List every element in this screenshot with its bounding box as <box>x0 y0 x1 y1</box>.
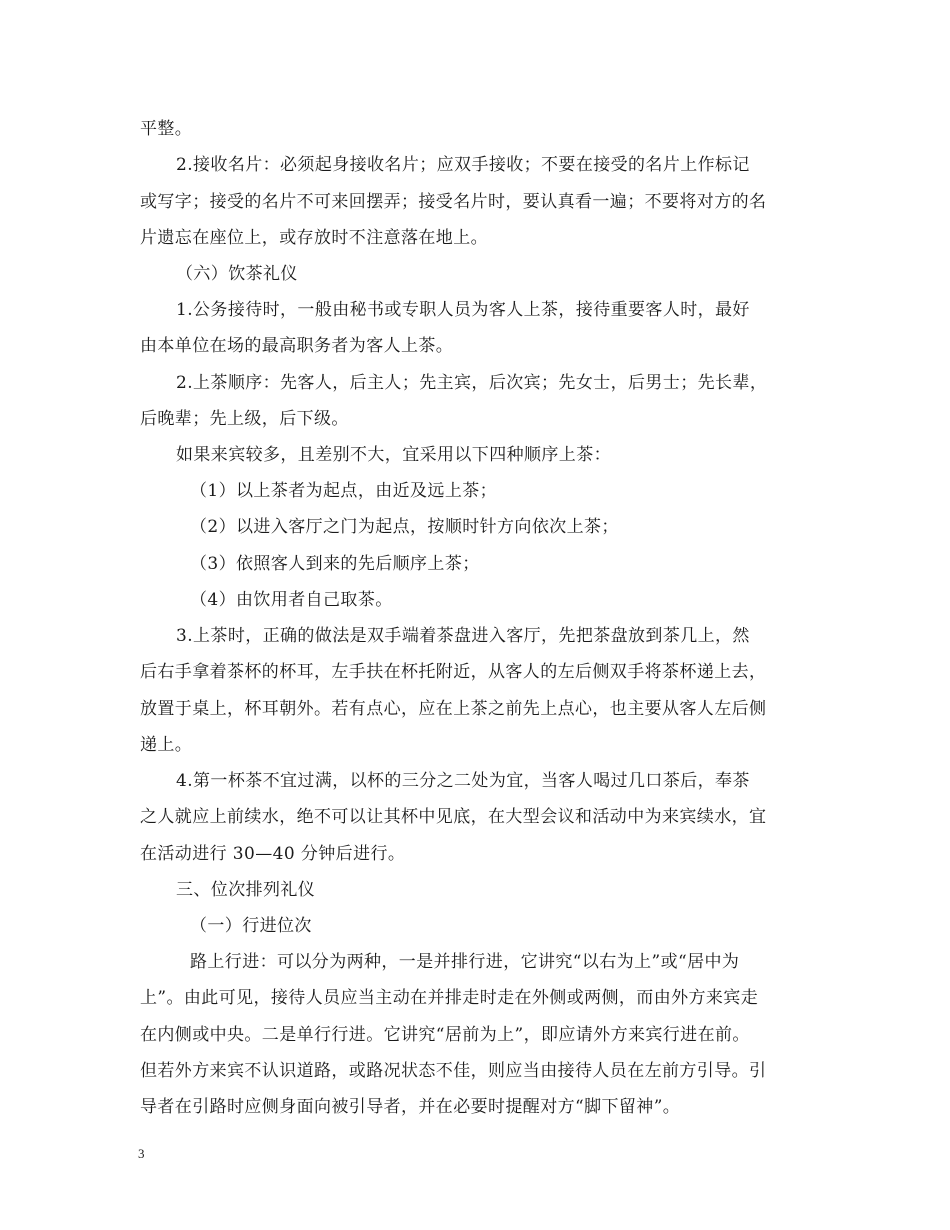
text-line: 后右手拿着茶杯的杯耳，左手扶在杯托附近，从客人的左后侧双手将茶杯递上去， <box>140 662 767 682</box>
text-line: 后晚辈；先上级，后下级。 <box>140 409 349 429</box>
text-line: 2.上茶顺序：先客人，后主人；先主宾，后次宾；先女士，后男士；先长辈， <box>176 373 768 393</box>
text-line: 1.公务接待时，一般由秘书或专职人员为客人上茶，接待重要客人时，最好 <box>176 300 750 320</box>
list-item: （1）以上茶者为起点，由近及远上茶； <box>190 481 498 501</box>
text-line: 在内侧或中央。二是单行行进。它讲究“居前为上”，即应请外方来宾行进在前。 <box>140 1025 750 1045</box>
text-line: 导者在引路时应侧身面向被引导者，并在必要时提醒对方“脚下留神”。 <box>140 1097 681 1117</box>
text-line: 片遗忘在座位上，或存放时不注意落在地上。 <box>140 228 488 248</box>
text-line: 3.上茶时，正确的做法是双手端着茶盘进入客厅，先把茶盘放到茶几上，然 <box>176 626 750 646</box>
text-line: 在活动进行 30—40 分钟后进行。 <box>140 844 406 864</box>
text-line: 上”。由此可见，接待人员应当主动在并排走时走在外侧或两侧，而由外方来宾走 <box>140 988 759 1008</box>
subsection-heading: （一）行进位次 <box>190 916 312 936</box>
section-heading: （六）饮茶礼仪 <box>176 264 298 284</box>
text-line: 2.接收名片：必须起身接收名片；应双手接收；不要在接受的名片上作标记 <box>176 155 750 175</box>
section-heading: 三、位次排列礼仪 <box>176 880 316 900</box>
text-line: 如果来宾较多，且差别不大，宜采用以下四种顺序上茶： <box>176 445 611 465</box>
text-line: 之人就应上前续水，绝不可以让其杯中见底，在大型会议和活动中为来宾续水，宜 <box>140 807 767 827</box>
list-item: （4）由饮用者自己取茶。 <box>190 590 393 610</box>
text-line: 递上。 <box>140 735 193 755</box>
text-line: 平整。 <box>140 119 193 139</box>
text-line: 路上行进：可以分为两种，一是并排行进，它讲究“以右为上”或“居中为 <box>190 952 740 972</box>
text-line: 放置于桌上，杯耳朝外。若有点心，应在上茶之前先上点心，也主要从客人左后侧 <box>140 699 767 719</box>
text-line: 4.第一杯茶不宜过满，以杯的三分之二处为宜，当客人喝过几口茶后，奉茶 <box>176 771 750 791</box>
page-number: 3 <box>138 1146 145 1161</box>
list-item: （2）以进入客厅之门为起点，按顺时针方向依次上茶； <box>190 517 619 537</box>
list-item: （3）依照客人到来的先后顺序上茶； <box>190 554 480 574</box>
text-line: 由本单位在场的最高职务者为客人上茶。 <box>140 336 454 356</box>
text-line: 但若外方来宾不认识道路，或路况状态不佳，则应当由接待人员在左前方引导。引 <box>140 1061 767 1081</box>
text-line: 或写字；接受的名片不可来回摆弄；接受名片时，要认真看一遍；不要将对方的名 <box>140 192 767 212</box>
